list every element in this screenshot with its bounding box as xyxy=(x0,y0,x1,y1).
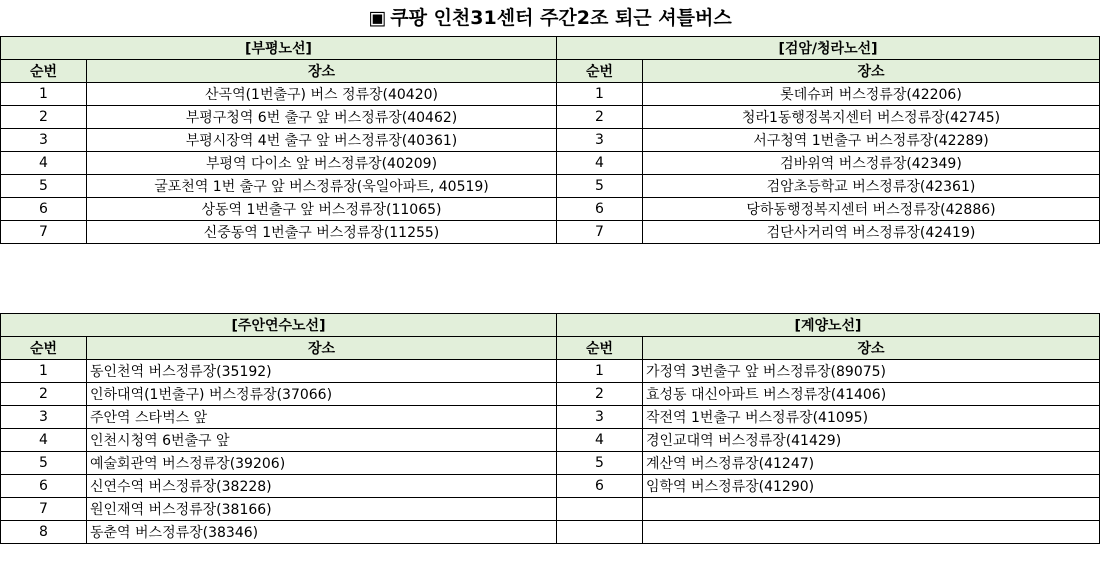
stop-location: 가정역 3번출구 앞 버스정류장(89075) xyxy=(643,360,1100,383)
stop-location: 검단사거리역 버스정류장(42419) xyxy=(643,221,1100,244)
row-number xyxy=(557,498,643,521)
table-row xyxy=(1,498,557,521)
row-number: 4 xyxy=(1,429,87,452)
table-row xyxy=(557,83,1100,106)
col-place-header: 장소 xyxy=(87,60,557,83)
stop-location: 원인재역 버스정류장(38166) xyxy=(87,498,557,521)
stop-location: 검바위역 버스정류장(42349) xyxy=(643,152,1100,175)
row-number: 5 xyxy=(557,175,643,198)
table-row xyxy=(557,152,1100,175)
col-place-header: 장소 xyxy=(643,60,1100,83)
row-number: 5 xyxy=(1,452,87,475)
stop-location: 부평시장역 4번 출구 앞 버스정류장(40361) xyxy=(87,129,557,152)
table-row xyxy=(557,406,1100,429)
row-number: 2 xyxy=(557,106,643,129)
table-row xyxy=(557,429,1100,452)
table-row xyxy=(557,129,1100,152)
row-number: 4 xyxy=(1,152,87,175)
row-number: 1 xyxy=(557,83,643,106)
row-number: 1 xyxy=(1,360,87,383)
row-number: 7 xyxy=(557,221,643,244)
table-row xyxy=(557,221,1100,244)
stop-location: 롯데슈퍼 버스정류장(42206) xyxy=(643,83,1100,106)
row-number: 2 xyxy=(557,383,643,406)
col-place-header: 장소 xyxy=(87,337,557,360)
route-header: [계양노선] xyxy=(557,314,1100,337)
row-number: 6 xyxy=(557,198,643,221)
row-number: 6 xyxy=(557,475,643,498)
stop-location: 인하대역(1번출구) 버스정류장(37066) xyxy=(87,383,557,406)
stop-location: 예술회관역 버스정류장(39206) xyxy=(87,452,557,475)
table-row xyxy=(1,129,557,152)
row-number: 3 xyxy=(557,129,643,152)
table-row xyxy=(1,383,557,406)
row-number: 5 xyxy=(1,175,87,198)
table-row xyxy=(1,521,557,544)
table-row xyxy=(557,521,1100,544)
square-marker-icon: ▣ xyxy=(368,7,387,29)
stop-location: 청라1동행정복지센터 버스정류장(42745) xyxy=(643,106,1100,129)
col-place-header: 장소 xyxy=(643,337,1100,360)
table-row xyxy=(1,475,557,498)
stop-location: 부평역 다이소 앞 버스정류장(40209) xyxy=(87,152,557,175)
title-text: 쿠팡 인천31센터 주간2조 퇴근 셔틀버스 xyxy=(390,7,732,29)
stop-location: 작전역 1번출구 버스정류장(41095) xyxy=(643,406,1100,429)
stop-location: 인천시청역 6번출구 앞 xyxy=(87,429,557,452)
row-number: 6 xyxy=(1,475,87,498)
table-row xyxy=(1,198,557,221)
page-title xyxy=(0,4,1100,32)
row-number: 7 xyxy=(1,221,87,244)
stop-location xyxy=(643,521,1100,544)
row-number: 4 xyxy=(557,152,643,175)
table-row xyxy=(557,475,1100,498)
table-row xyxy=(557,360,1100,383)
table-row xyxy=(557,106,1100,129)
table-row xyxy=(1,83,557,106)
table-row xyxy=(557,175,1100,198)
stop-location: 계산역 버스정류장(41247) xyxy=(643,452,1100,475)
table-row xyxy=(1,152,557,175)
route-table-gyeyang xyxy=(556,313,1100,544)
stop-location: 주안역 스타벅스 앞 xyxy=(87,406,557,429)
row-number: 4 xyxy=(557,429,643,452)
table-row xyxy=(557,198,1100,221)
row-number: 2 xyxy=(1,106,87,129)
table-row xyxy=(1,106,557,129)
stop-location: 신중동역 1번출구 버스정류장(11255) xyxy=(87,221,557,244)
stop-location: 부평구청역 6번 출구 앞 버스정류장(40462) xyxy=(87,106,557,129)
stop-location: 당하동행정복지센터 버스정류장(42886) xyxy=(643,198,1100,221)
stop-location: 경인교대역 버스정류장(41429) xyxy=(643,429,1100,452)
row-number: 5 xyxy=(557,452,643,475)
table-row xyxy=(1,429,557,452)
route-table-geomam-cheongna xyxy=(556,36,1100,244)
route-table-bupyeong xyxy=(0,36,557,244)
table-row xyxy=(1,452,557,475)
stop-location: 임학역 버스정류장(41290) xyxy=(643,475,1100,498)
col-num-header: 순번 xyxy=(557,60,643,83)
row-number xyxy=(557,521,643,544)
table-row xyxy=(1,175,557,198)
table-row xyxy=(557,452,1100,475)
route-header: [주안연수노선] xyxy=(1,314,557,337)
stop-location: 동춘역 버스정류장(38346) xyxy=(87,521,557,544)
stop-location: 신연수역 버스정류장(38228) xyxy=(87,475,557,498)
row-number: 1 xyxy=(557,360,643,383)
stop-location: 산곡역(1번출구) 버스 정류장(40420) xyxy=(87,83,557,106)
table-row xyxy=(557,498,1100,521)
row-number: 1 xyxy=(1,83,87,106)
col-num-header: 순번 xyxy=(1,60,87,83)
row-number: 3 xyxy=(557,406,643,429)
stop-location: 효성동 대신아파트 버스정류장(41406) xyxy=(643,383,1100,406)
table-row xyxy=(1,360,557,383)
stop-location: 서구청역 1번출구 버스정류장(42289) xyxy=(643,129,1100,152)
row-number: 3 xyxy=(1,129,87,152)
stop-location: 동인천역 버스정류장(35192) xyxy=(87,360,557,383)
table-row xyxy=(1,221,557,244)
table-row xyxy=(557,383,1100,406)
route-header: [검암/청라노선] xyxy=(557,37,1100,60)
row-number: 6 xyxy=(1,198,87,221)
stop-location: 굴포천역 1번 출구 앞 버스정류장(욱일아파트, 40519) xyxy=(87,175,557,198)
row-number: 7 xyxy=(1,498,87,521)
row-number: 3 xyxy=(1,406,87,429)
col-num-header: 순번 xyxy=(1,337,87,360)
route-header: [부평노선] xyxy=(1,37,557,60)
row-number: 2 xyxy=(1,383,87,406)
col-num-header: 순번 xyxy=(557,337,643,360)
route-table-juan-yeonsu xyxy=(0,313,557,544)
stop-location: 상동역 1번출구 앞 버스정류장(11065) xyxy=(87,198,557,221)
table-row xyxy=(1,406,557,429)
stop-location xyxy=(643,498,1100,521)
row-number: 8 xyxy=(1,521,87,544)
stop-location: 검암초등학교 버스정류장(42361) xyxy=(643,175,1100,198)
